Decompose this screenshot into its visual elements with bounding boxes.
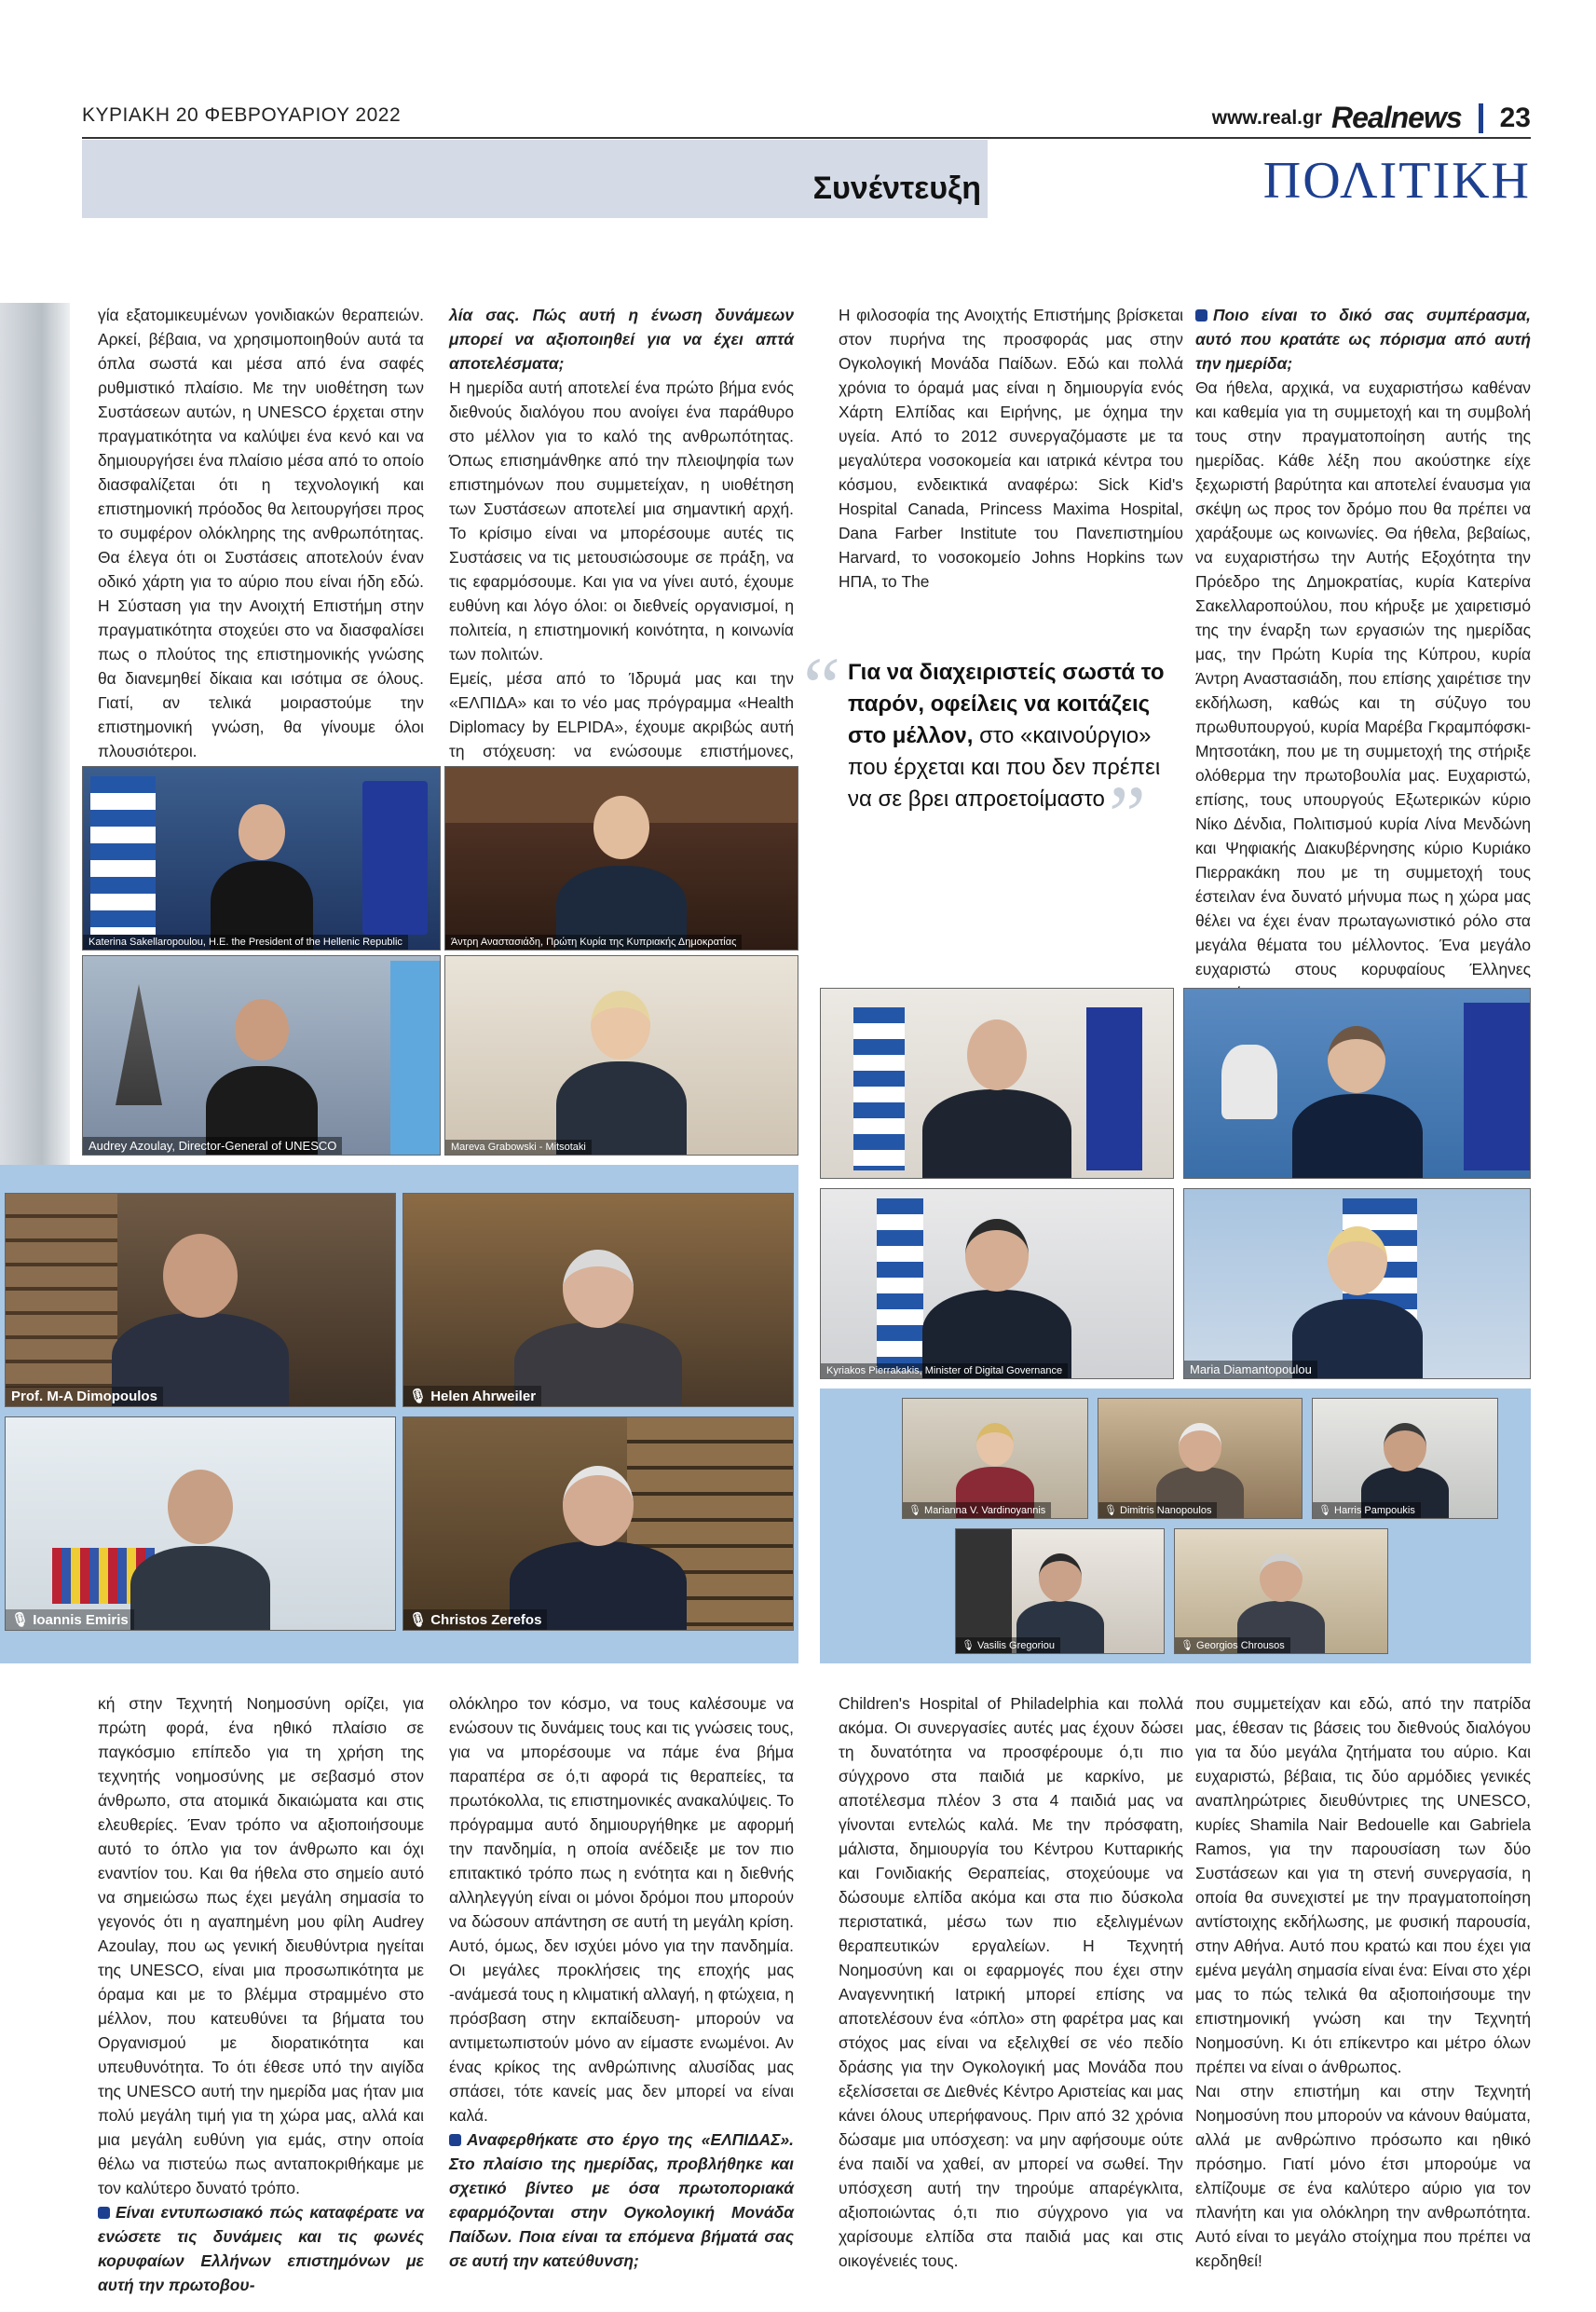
masthead-divider <box>1479 103 1483 133</box>
caption-text: Georgios Chrousos <box>1196 1640 1285 1651</box>
brand-bold: Real <box>1331 101 1391 134</box>
person-head <box>239 804 285 860</box>
mic-muted-icon: 🎙 <box>908 1505 925 1516</box>
photo-gregoriou <box>955 1528 1165 1654</box>
interview-question <box>449 2127 794 2273</box>
photo-caption <box>903 1502 1051 1518</box>
window-frame <box>956 1529 1012 1654</box>
person-body <box>1292 1094 1423 1178</box>
photo-zerefos <box>402 1416 794 1631</box>
person-figure <box>1278 1015 1437 1178</box>
person-figure <box>192 982 332 1155</box>
person-body <box>922 1089 1071 1178</box>
photo-caption: Prof. M-A Dimopoulos <box>6 1387 163 1406</box>
question-marker-icon <box>449 2134 461 2146</box>
eu-flag <box>1086 1007 1142 1170</box>
person-body <box>130 1546 270 1630</box>
caption-text: Harris Pampoukis <box>1334 1505 1415 1516</box>
person-figure <box>496 1453 701 1630</box>
person-head <box>591 991 650 1060</box>
person-figure <box>1278 1215 1437 1378</box>
person-head <box>235 999 289 1060</box>
paragraph: Ναι στην επιστήμη και στην Τεχνητή Νοημοσύνη που μπορούν να κάνουν θαύματα, αλλά με ανθρώπινο πρόσωπο και ηθικό πρόσημο. Γιατί μόνο έτσι μπορούμε να ελπίζουμε σε ένα καλύτερο αύριο για τον πλανήτη και για ολόκληρη την ανθρωπότητα. Αυτό είναι το μεγάλο στοίχημα που πρέπει να κερδηθεί! <box>1195 2082 1531 2270</box>
person-head <box>563 1466 634 1546</box>
question-continued: λία σας. Πώς αυτή η ένωση δυνάμεων μπορεί να αξιοποιηθεί για να έχει απτά αποτελέσματα; <box>449 306 794 373</box>
person-head <box>563 1250 634 1328</box>
photo-caption <box>1175 1637 1290 1653</box>
mic-muted-icon: 🎙 <box>1180 1640 1197 1651</box>
person-head <box>1328 1226 1387 1295</box>
caption-text: Ioannis Emiris <box>33 1612 129 1628</box>
eiffel-tower <box>116 984 162 1105</box>
photo-dimopoulos <box>5 1193 396 1407</box>
top-column-4 <box>1195 303 1531 1006</box>
photo-caption <box>956 1637 1060 1653</box>
photo-caption <box>403 1386 541 1406</box>
paragraph: Εμείς, μέσα από το Ίδρυμά μας και την «ΕΛΠΙΔΑ» και το νέο μας πρόγραμμα «Health Diplomacy by ELPIDA», έχουμε ακριβώς αυτή τη στόχευση: να ενώσουμε επιστήμονες, <box>449 669 794 760</box>
header-rule <box>82 137 1531 139</box>
top-column-1 <box>98 303 424 812</box>
mic-muted-icon: 🎙 <box>1104 1505 1121 1516</box>
site-url[interactable]: www.real.gr <box>1211 106 1322 129</box>
person-figure <box>505 1238 691 1406</box>
question-marker-icon <box>98 2207 110 2219</box>
mic-muted-icon: 🎙 <box>409 1612 431 1628</box>
photo-chrousos <box>1174 1528 1388 1654</box>
person-head <box>163 1234 238 1318</box>
eu-flag <box>362 781 428 935</box>
person-figure <box>116 1453 284 1630</box>
photo-caption <box>1313 1502 1421 1518</box>
photo-caption: Kyriakos Pierrakakis, Minister of Digital Governance <box>821 1363 1068 1378</box>
question-marker-icon <box>1195 309 1207 321</box>
caption-text: Dimitris Nanopoulos <box>1120 1505 1212 1516</box>
bottom-column-4 <box>1195 1691 1531 2273</box>
photo-azoulay <box>82 955 441 1156</box>
question-text: Ποιο είναι το δικό σας συμπέρασμα, αυτό που κρατάτε ως πόρισμα από αυτή την ημερίδα; <box>1195 306 1531 373</box>
caption-text: Marianna V. Vardinoyannis <box>924 1505 1046 1516</box>
open-quote-icon: “ <box>803 641 840 733</box>
pull-quote: “ Για να διαχειριστείς σωστά το παρόν, οφείλεις να κοιτάζεις στο μέλλον, στο «καινούργιο» που έρχεται και που δεν πρέπει να σε βρει απροετοίμαστο” <box>803 641 1165 862</box>
photo-pampoukis <box>1312 1398 1498 1519</box>
question-text: Είναι εντυπωσιακό πώς καταφέρατε να ενώσετε τις δυνάμεις και τις φωνές κορυφαίων Ελλήνων επιστημόνων με αυτή την πρωτοβου- <box>98 2203 424 2294</box>
caption-text: Vasilis Gregoriou <box>977 1640 1055 1651</box>
photo-caption <box>403 1609 547 1630</box>
eu-flag <box>1464 1003 1531 1170</box>
person-head <box>967 1019 1027 1090</box>
paragraph: Children's Hospital of Philadelphia και πολλά ακόμα. Οι συνεργασίες αυτές μας έχουν δώσει τη δυνατότητα να προσφέρουμε ό,τι πιο σύγχρονο στα παιδιά με καρκίνο, με αποτέλεσμα πλέον 3 στα 4 παιδιά μας να γίνονται εντελώς καλά. Με την πρόσφατη, μάλιστα, δημιουργία του Κέντρου Κυτταρικής και Γονιδιακής Θεραπείας, στοχεύουμε να δώσουμε ελπίδα ακόμα και στα πιο δύσκολα περιστατικά, μέσω των πιο εξελιγμένων θεραπευτικών εργαλείων. Η Τεχνητή Νοημοσύνη και οι εφαρμογές που έχει στην Αναγεννητική Ιατρική μπορεί επίσης να αποτελέσουν ένα «όπλο» στη φαρέτρα μας και στόχος μας είναι να εξελιχθεί σε νέο πεδίο δράσης για την Ογκολογική μας Μονάδα που εξελίσσεται σε Διεθνές Κέντρο Αριστείας και μας κάνει όλους υπερήφανους. Πριν από 32 χρόνια δώσαμε μια υπόσχεση: να μην αφήσουμε ούτε ένα παιδί να χαθεί, αν μπορεί να σωθεί. Την υπόσχεση αυτή την τηρούμε απαρέγκλιτα, αξιοποιώντας ό,τι πιο σύγχρονο για να χαρίσουμε ελπίδα στα παιδιά μας και στις οικογένειές τους. <box>839 1694 1183 2270</box>
photo-caption: Katerina Sakellaropoulou, H.E. the President of the Hellenic Republic <box>83 935 408 950</box>
photo-dendias <box>820 988 1174 1179</box>
photo-nanopoulos <box>1098 1398 1303 1519</box>
photo-pierrakakis <box>820 1188 1174 1379</box>
photo-diamantopoulou <box>1183 1188 1531 1379</box>
top-column-2 <box>449 303 794 787</box>
question-text: Αναφερθήκατε στο έργο της «ΕΛΠΙΔΑΣ». Στο πλαίσιο της ημερίδας, προβλήθηκε και σχετικό βίντεο με όσα πρωτοποριακά εφαρμόζονται στην Ογκολογική Μονάδα Παίδων. Ποια είναι τα επόμενα βήματά σας σε αυτή την κατεύθυνση; <box>449 2130 794 2270</box>
paragraph: που συμμετείχαν και εδώ, από την πατρίδα μας, έθεσαν τις βάσεις του διεθνούς διαλόγου για τα δύο μεγάλα ζητήματα του αύριο. Και ευχαριστώ, βέβαια, τις δύο αρμόδιες γενικές αναπληρώτριες διευθύντριες της UNESCO, κυρίες Shamila Nair Bedouelle και Gabriela Ramos, για την παρουσίαση των δύο Συστάσεων και για τη στενή συνεργασία, η οποία θα συνεχιστεί με την πραγματοποίηση αντίστοιχης εκδήλωσης, με φυσική παρουσία, στην Αθήνα. Αυτό που κρατώ και που έχει για εμένα μεγάλη σημασία είναι ένα: Είναι στο χέρι μας το πώς τελικά θα αξιοποιήσουμε την επιστημονική γνώση και την Τεχνητή Νοημοσύνη. Κι ότι επίκεντρο και μέτρο όλων πρέπει να είναι ο άνθρωπος. <box>1195 1694 1531 2076</box>
person-head <box>593 796 649 859</box>
top-column-3 <box>839 303 1183 594</box>
page-number: 23 <box>1499 102 1531 133</box>
paragraph: ολόκληρο τον κόσμο, να τους καλέσουμε να ενώσουν τις δυνάμεις τους και τις γνώσεις τους, για να μπορέσουμε να πάμε ένα βήμα παραπέρα σε ό,τι αφορά τις θεραπείες, τα πρωτόκολλα, τις επιστημονικές ανακαλύψεις. Το πρόγραμμα αυτό δημιουργήθηκε με αφορμή την πανδημία, η οποία ανέδειξε με τον πιο επιτακτικό τρόπο πως η ενότητα και η διεθνής αλληλεγγύη είναι οι μόνοι δρόμοι που μπορούν να δώσουν απάντηση σε αυτή τη μεγάλη κρίση. Αυτό, όμως, δεν ισχύει μόνο για την πανδημία. Οι μεγάλες προκλήσεις της εποχής μας -ανάμεσά τους η κλιματική αλλαγή, η φτώχεια, η πρόσβαση στην εκπαίδευση- μπορούν να αντιμετωπιστούν μόνο αν είμαστε ενωμένοι. Αν ένας κρίκος της ανθρώπινης αλυσίδας μας σπάσει, τότε κανείς μας δεν μπορεί να είναι καλά. <box>449 1694 794 2125</box>
person-head <box>1039 1553 1082 1602</box>
photo-caption: Άντρη Αναστασιάδη, Πρώτη Κυρία της Κυπριακής Δημοκρατίας <box>445 935 742 950</box>
person-head <box>168 1470 233 1544</box>
greek-flag <box>90 776 156 935</box>
interview-question <box>1195 303 1531 376</box>
statue-bust <box>1221 1045 1277 1119</box>
photo-caption: Audrey Azoulay, Director-General of UNESCO <box>83 1137 342 1155</box>
photo-vardinoyannis <box>902 1398 1088 1519</box>
person-head <box>1328 1026 1385 1093</box>
mic-muted-icon: 🎙 <box>962 1640 978 1651</box>
bottom-column-3 <box>839 1691 1183 2273</box>
photo-caption: Mareva Grabowski - Mitsotaki <box>445 1140 592 1155</box>
mic-muted-icon: 🎙 <box>409 1389 431 1404</box>
photo-sakellaropoulou <box>82 766 441 951</box>
masthead <box>1212 101 1531 135</box>
paragraph: κή στην Τεχνητή Νοημοσύνη ορίζει, για πρώτη φορά, ένα ηθικό πλαίσιο σε παγκόσμιο επίπεδο για τη χρήση της τεχνητής νοημοσύνης με σεβασμό στον άνθρωπο, στα ατομικά δικαιώματα και στις ελευθερίες. Έναν τρόπο να αξιοποιήσουμε αυτό το όπλο για τον άνθρωπο και όχι εναντίον του. Και θα ήθελα στο σημείο αυτό να σημειώσω πως έχει μεγάλη σημασία το γεγονός ότι η αγαπημένη μου φίλη Audrey Azoulay, που ως γενική διευθύντρια ηγείται της UNESCO, είναι μια προσωπικότητα με όραμα και με το βλέμμα στραμμένο στο μέλλον, που κατευθύνει τα βήματα του Οργανισμού με διορατικότητα και υπευθυνότητα. Το ότι έθεσε υπό την αιγίδα της UNESCO αυτή την ημερίδα μας ήταν μια πολύ μεγάλη τιμή για τη χώρα μας, αλλά και μια μεγάλη ευθύνη για εμάς, στην οποία θέλω να πιστεύω πως ανταποκριθήκαμε με τον καλύτερο δυνατό τρόπο. <box>98 1694 424 2197</box>
person-figure <box>192 791 332 950</box>
greek-flag <box>853 1007 905 1170</box>
section-label: Συνέντευξη <box>812 171 981 206</box>
photo-caption <box>1098 1502 1217 1518</box>
interview-question <box>98 2200 424 2297</box>
brand-light: news <box>1390 101 1462 134</box>
mic-muted-icon: 🎙 <box>1318 1505 1335 1516</box>
section-title: ΠΟΛΙΤΙΚΗ <box>1262 152 1531 210</box>
cropped-photo-strip <box>0 303 70 1197</box>
bottom-column-1 <box>98 1691 424 2297</box>
caption-text: Helen Ahrweiler <box>430 1389 537 1404</box>
person-head <box>1260 1553 1303 1602</box>
paragraph: γία εξατομικευμένων γονιδιακών θεραπειών. Αρκεί, βέβαια, να χρησιμοποιηθούν αυτά τα όπλα σωστά και μέσα από ένα σαφές ρυθμιστικό πλαίσιο. Με την υιοθέτηση των Συστάσεων αυτών, η UNESCO έρχεται στην πραγματικότητα να καλύψει ένα κενό και να δημιουργήσει ένα πλαίσιο μέσα από το οποίο διασφαλίζεται ότι η τεχνολογική και επιστημονική πρόοδος θα λειτουργήσει προς το συμφέρον ολόκληρης της ανθρωπότητας. Θα έλεγα ότι οι Συστάσεις αποτελούν έναν οδικό χάρτη για το αύριο που είναι ήδη εδώ. Η Σύσταση για την Ανοιχτή Επιστήμη στην πραγματικότητα στοχεύει στο να διασφαλίσει πως ο πλούτος της επιστημονικής γνώσης θα διανεμηθεί δίκαια και ισότιμα σε όλους. Γιατί, αν τελικά μοιραστούμε την επιστημονική γνώση, θα γίνουμε όλοι πλουσιότεροι. <box>98 306 424 760</box>
pull-quote-regular: στο «καινούργιο» που έρχεται και που δεν πρέπει να σε βρει απροετοίμαστο <box>848 723 1161 812</box>
person-figure <box>542 978 701 1155</box>
bottom-column-2 <box>449 1691 794 2273</box>
photo-caption: Maria Diamantopoulou <box>1184 1361 1317 1378</box>
photo-grabowski <box>444 955 798 1156</box>
photo-ahrweiler <box>402 1193 794 1407</box>
un-flag <box>390 961 441 1156</box>
paragraph: Θα ήθελα, αρχικά, να ευχαριστήσω καθέναν και καθεμία για τη συμμετοχή και τη συμβολή τους στην πραγματοποίηση αυτής της ημερίδας. Κάθε λέξη που ακούστηκε είχε ξεχωριστή βαρύτητα και αποτελεί έναυσμα για σκέψη ως προς τον δρόμο που θα πρέπει να χαράξουμε ως κοινωνίες. Θα ήθελα, βεβαίως, να ευχαριστήσω την Αυτής Εξοχότητα την Πρόεδρο της Δημοκρατίας, κυρία Κατερίνα Σακελλαροπούλου, που κήρυξε με χαιρετισμό της την έναρξη των εργασιών της ημερίδας μας, την Πρώτη Κυρία της Κύπρου, κυρία Άντρη Αναστασιάδη, που επίσης χαιρέτισε την εκδήλωση, καθώς και τη σύζυγο του πρωθυπουργού, κυρία Μαρέβα Γκραμπόφσκι-Μητσοτάκη, που με τη συμμετοχή της στήριξε ολόθερμα την πρωτοβουλία μας. Ευχαριστώ, επίσης, τους υπουργούς Εξωτερικών κύριο Νίκο Δένδια, Πολιτισμού κυρία Λίνα Μενδώνη και Ψηφιακής Διακυβέρνησης κύριο Κυριάκο Πιερρακάκη που με τη συμμετοχή τους έστειλαν ένα δυνατό μήνυμα πως η χώρα μας θέλει να έχει έναν πρωταγωνιστικό ρόλο στα μεγάλα θέματα του μέλλοντος. Ένα μεγάλο ευχαριστώ στους κορυφαίους Έλληνες <box>1195 378 1531 978</box>
paragraph: Η ημερίδα αυτή αποτελεί ένα πρώτο βήμα ενός διεθνούς διαλόγου που ανοίγει ένα παράθυρο στο μέλλον για το καλό της ανθρωπότητας. Όπως επισημάνθηκε από την πλειοψηφία των επιστημόνων που συμμετείχαν, η υιοθέτηση των Συστάσεων αποτελεί μια σημαντική αρχή. Το κρίσιμο είναι να μπορέσουμε αυτές τις Συστάσεις να τις μετουσιώσουμε σε πράξη, να τις εφαρμόσουμε. Και για να γίνει αυτό, έχουμε ευθύνη και λόγο όλοι: οι διεθνείς οργανισμοί, η πολιτεία, η επιστημονική κοινότητα, η κοινωνία των πολιτών. <box>449 378 794 664</box>
person-head <box>965 1219 1029 1292</box>
mic-muted-icon: 🎙 <box>11 1612 34 1628</box>
person-head <box>976 1423 1014 1466</box>
pull-quote-bold: Για να διαχειριστείς σωστά το παρόν, οφείλεις να κοιτάζεις στο μέλλον, <box>848 660 1165 748</box>
person-head <box>1179 1423 1221 1471</box>
person-head <box>1384 1423 1426 1471</box>
person-figure <box>913 1206 1081 1378</box>
photo-anastasiadi <box>444 766 798 951</box>
photo-caption <box>6 1609 134 1630</box>
person-figure <box>542 787 701 950</box>
photo-mendoni <box>1183 988 1531 1179</box>
photo-emiris <box>5 1416 396 1631</box>
person-figure <box>98 1220 303 1406</box>
paragraph: Η φιλοσοφία της Ανοιχτής Επιστήμης βρίσκεται στον πυρήνα της προσφοράς μας στην Ογκολογική Μονάδα Παίδων. Εδώ και πολλά χρόνια το όραμά μας είναι η δημιουργία ενός Χάρτη Ελπίδας και Ειρήνης, με όχημα την υγεία. Από το 2012 συνεργαζόμαστε με τα μεγαλύτερα νοσοκομεία και ιατρικά κέντρα του κόσμου, ενδεικτικά αναφέρω: Sick Kid's Hospital Canada, Princess Maxima Hospital, Dana Farber Institute του Πανεπιστημίου Harvard, το νοσοκομείο Johns Hopkins των ΗΠΑ, το The <box>839 306 1183 591</box>
caption-text: Christos Zerefos <box>430 1612 542 1628</box>
issue-date: ΚΥΡΙΑΚΗ 20 ΦΕΒΡΟΥΑΡΙΟΥ 2022 <box>82 104 402 126</box>
person-figure <box>913 1010 1081 1178</box>
brand-logo <box>1331 101 1462 135</box>
